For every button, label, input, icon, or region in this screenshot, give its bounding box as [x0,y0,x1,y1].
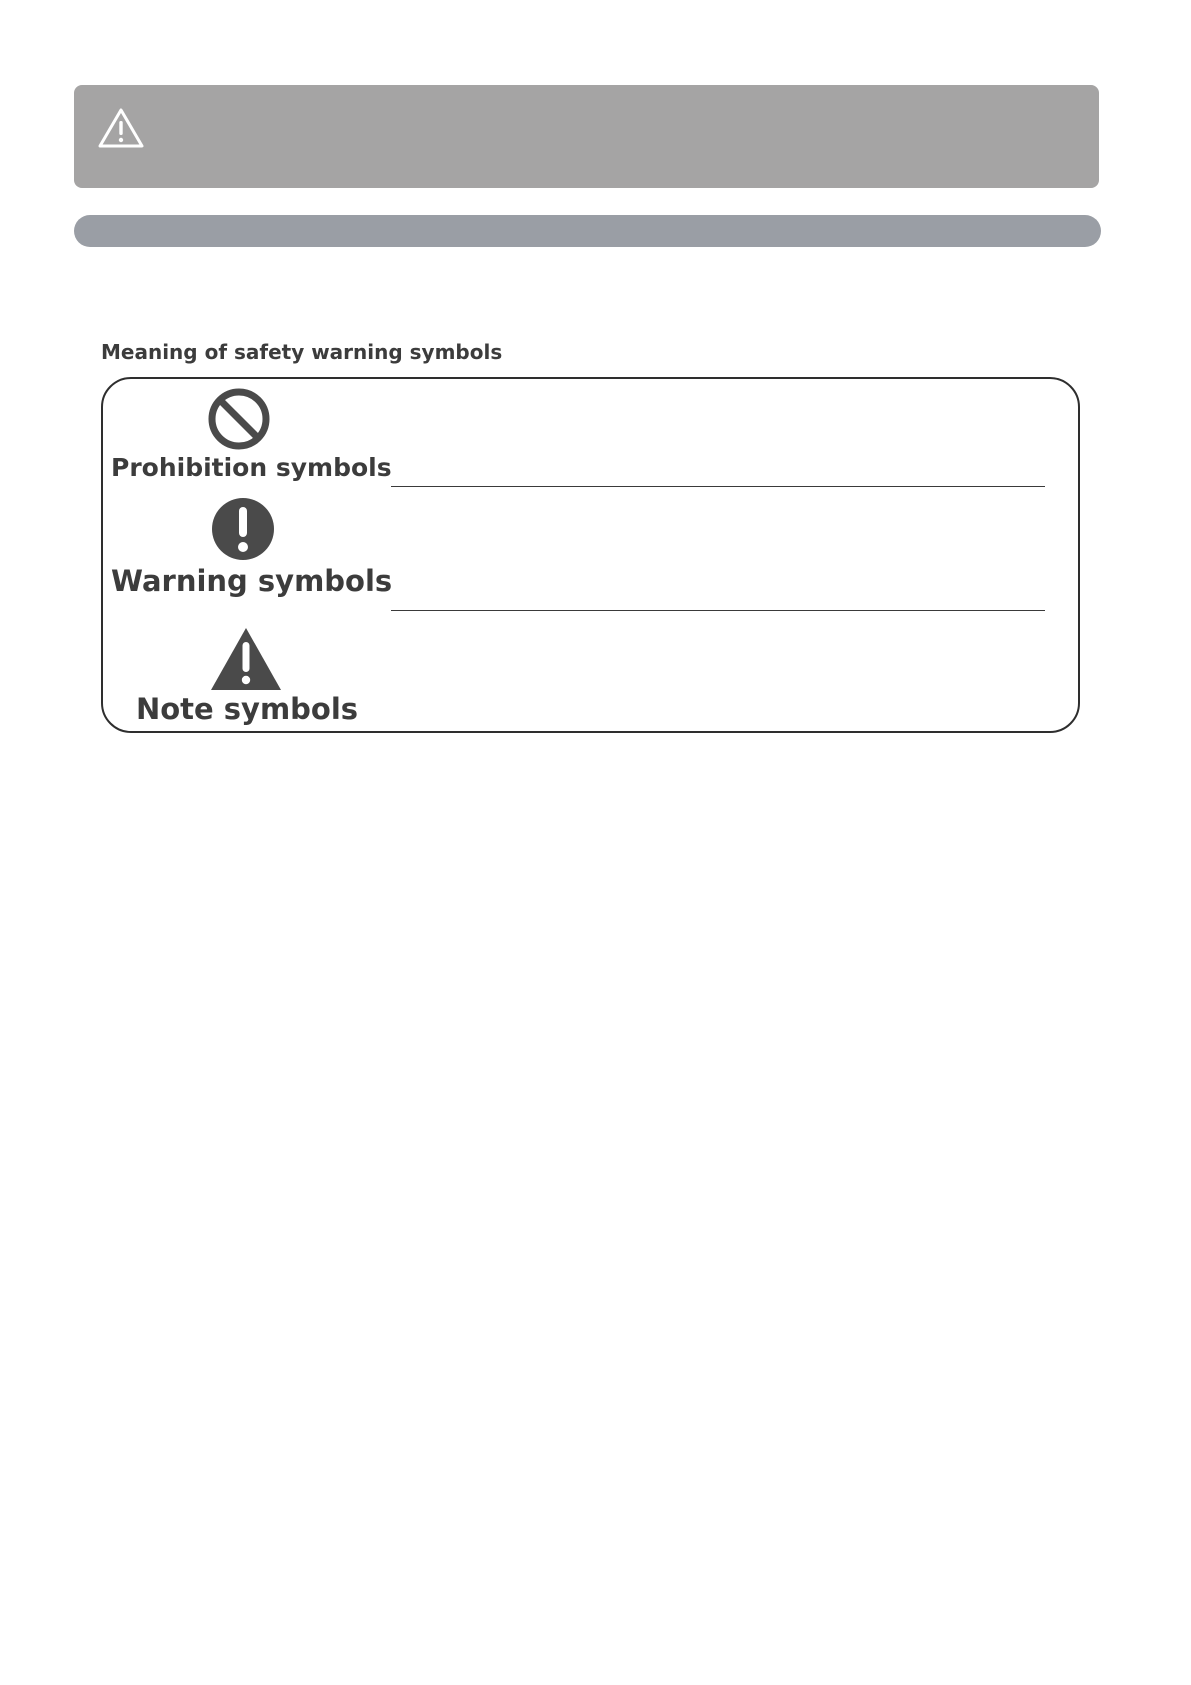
warning-triangle-outline-icon [97,107,145,149]
warning-banner [74,85,1099,188]
prohibition-symbols-label: Prohibition symbols [111,453,392,482]
divider [391,610,1045,611]
note-symbols-label: Note symbols [135,692,359,726]
exclamation-circle-icon [211,497,275,561]
symbols-heading: Meaning of safety warning symbols [101,340,503,364]
divider [391,486,1045,487]
symbols-legend-box [101,377,1080,733]
caution-triangle-icon [209,626,283,692]
warning-symbols-label: Warning symbols [111,564,393,598]
section-header-bar [74,215,1101,247]
prohibition-icon [207,387,271,451]
